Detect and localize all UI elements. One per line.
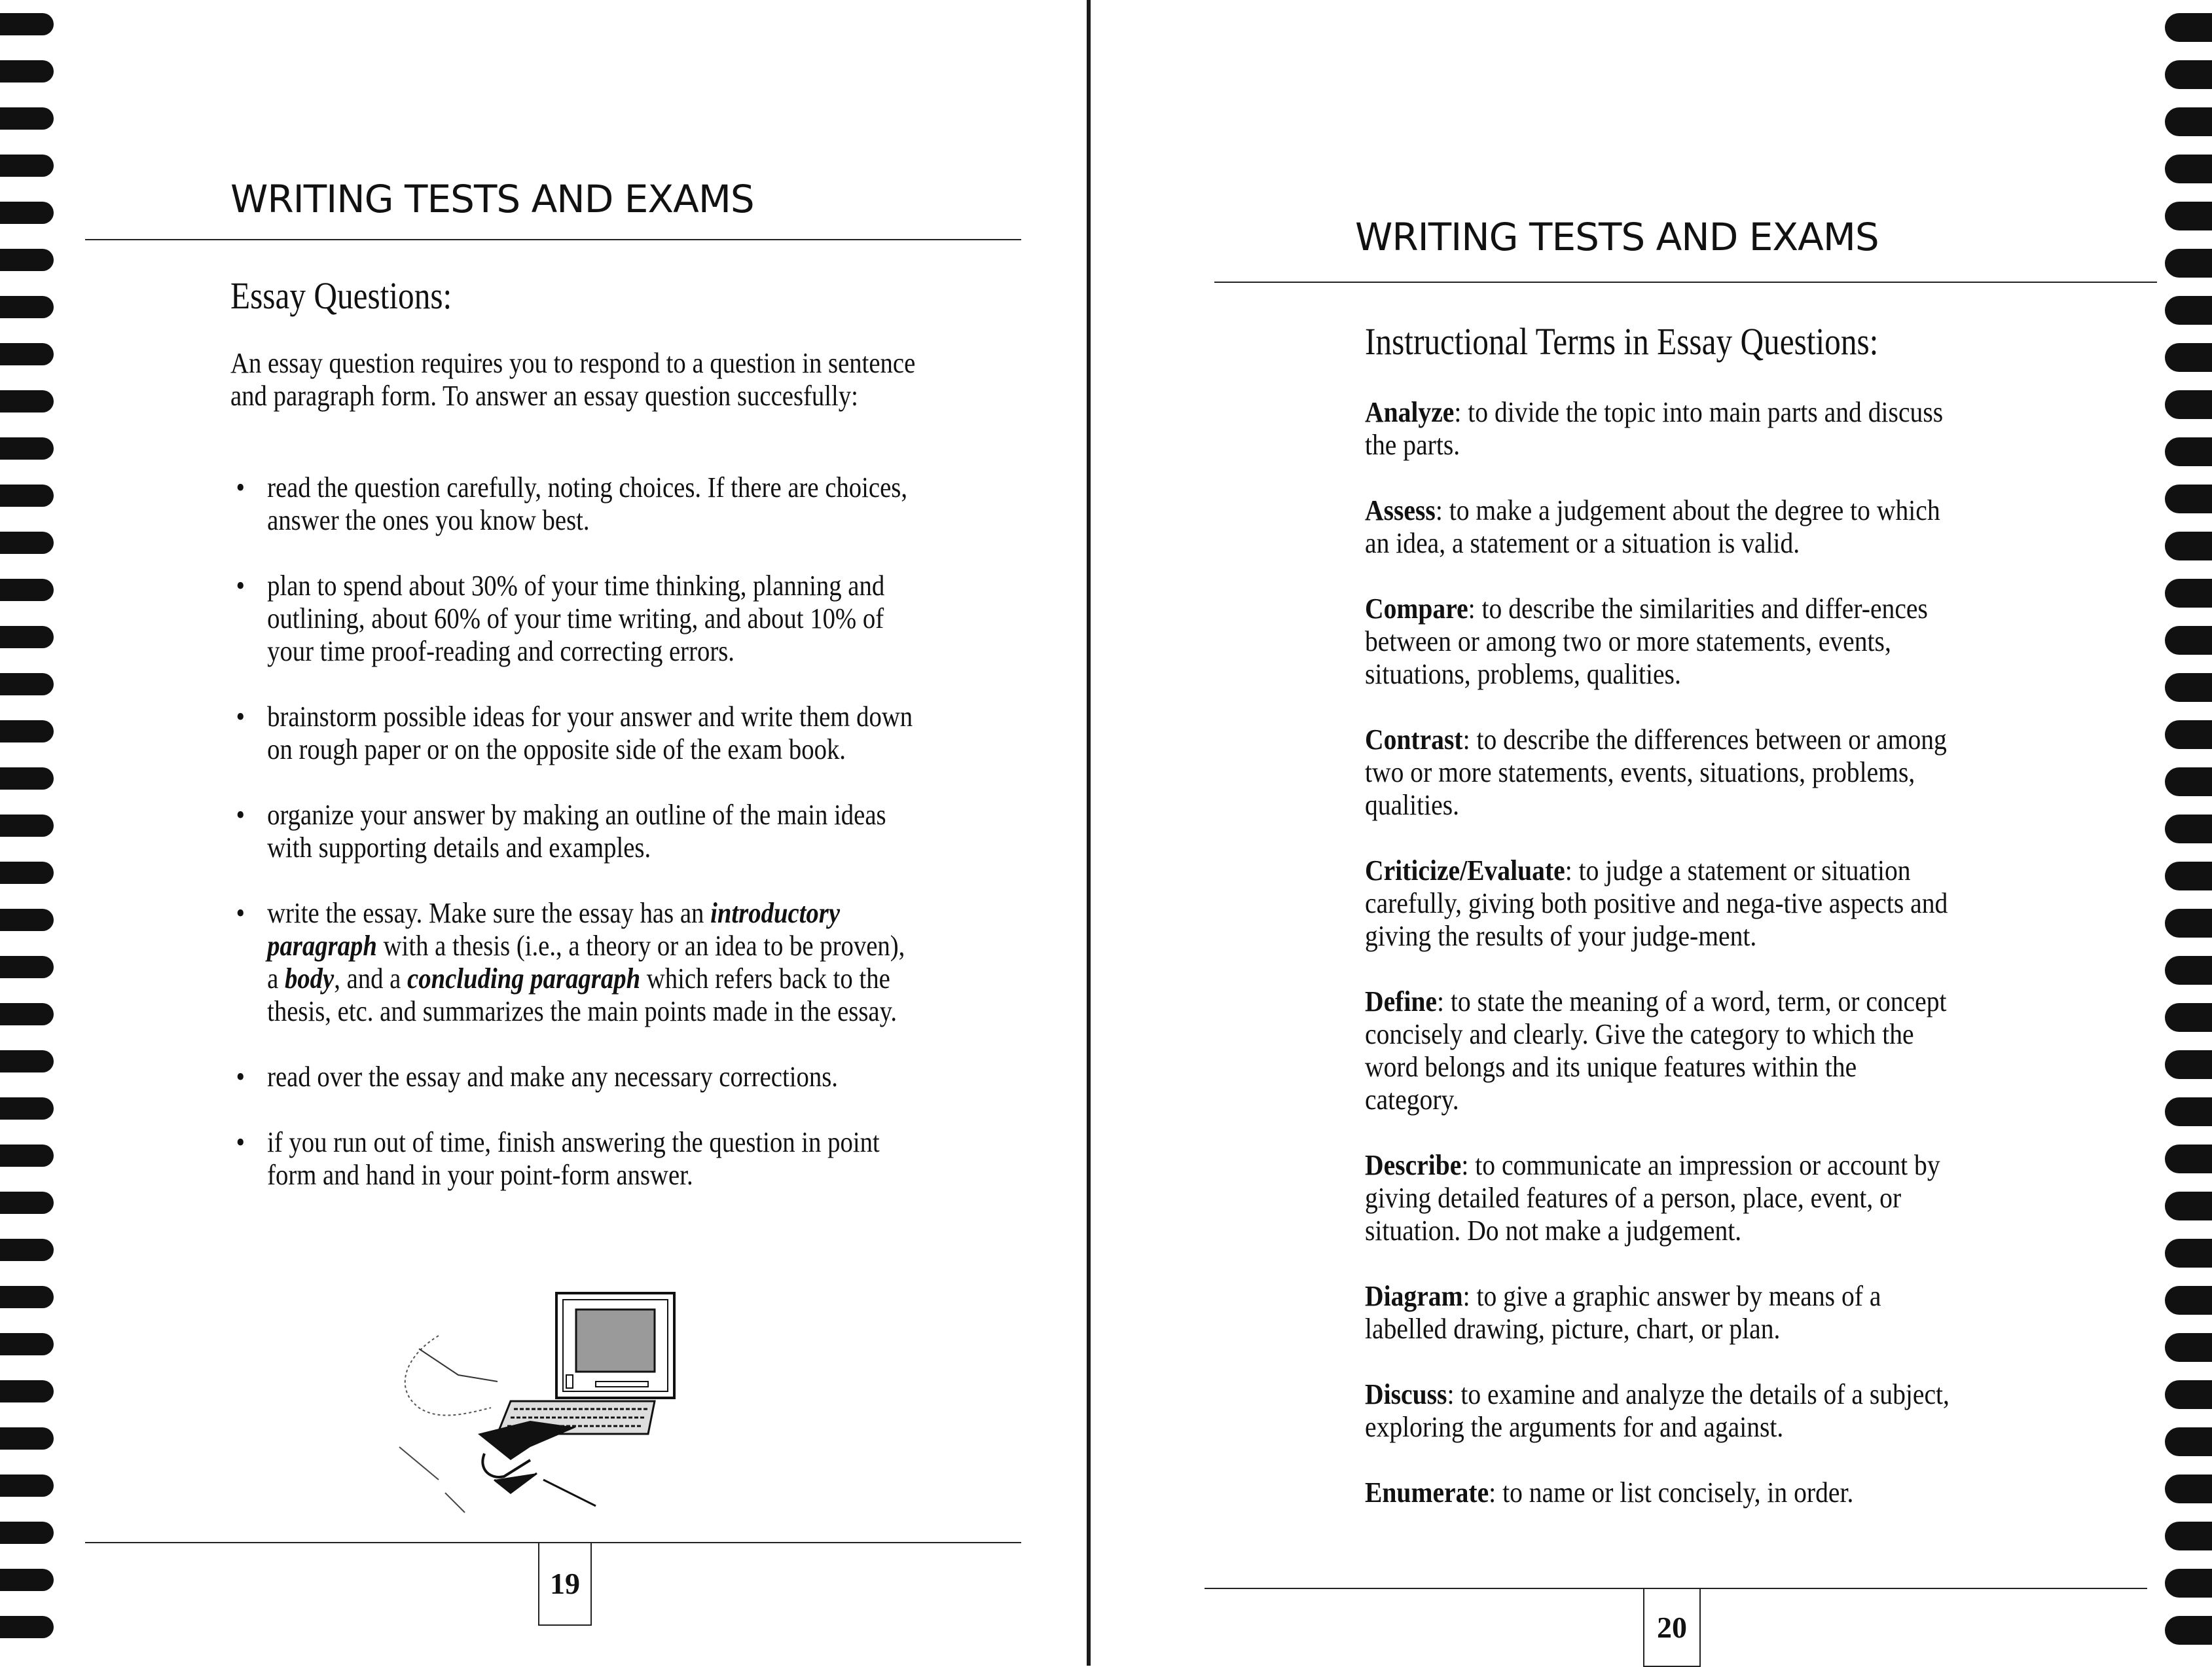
binding-ring-icon [0,1475,54,1497]
binding-ring-icon [2165,720,2212,749]
binding-ring-icon [0,296,54,318]
term-word: Discuss [1365,1378,1447,1410]
section-title: Essay Questions: [230,274,452,317]
list-item-text [267,897,905,1027]
binding-ring-icon [2165,1050,2212,1079]
binding-ring-icon [0,249,54,271]
term-definition: : to name or list concisely, in order. [1489,1476,1854,1509]
binding-ring-icon [2165,1286,2212,1315]
binding-ring-icon [2165,1333,2212,1362]
term-word: Compare [1365,593,1468,625]
binding-ring-icon [0,107,54,130]
emphasis: body [284,962,335,995]
binding-ring-icon [2165,296,2212,325]
term-definition: : to judge a statement or situation carefully, giving both positive and nega-tive aspects and giving the results of your judge-ment. [1365,854,1948,952]
page-header: WRITING TESTS AND EXAMS [1355,215,1879,259]
text-run: which refers back to the thesis, etc. and summarizes the main points made in the essay. [267,962,897,1027]
bullet-icon: • [236,1061,245,1093]
binding-ring-icon [2165,13,2212,42]
text-run: , and a [334,962,408,995]
binding-ring-icon [2165,767,2212,796]
binding-ring-icon [2165,532,2212,560]
term-word: Define [1365,985,1437,1017]
binding-ring-icon [2165,862,2212,890]
spiral-binding-icon [0,0,72,1666]
term-entry [1365,1378,1954,1444]
binding-ring-icon [2165,579,2212,608]
term-definition: : to divide the topic into main parts and discuss the parts. [1365,396,1944,461]
binding-ring-icon [2165,202,2212,230]
list-item-text: organize your answer by making an outline of the main ideas with supporting details and examples. [267,799,886,864]
binding-ring-icon [2165,1003,2212,1032]
binding-ring-icon [0,862,54,884]
binding-ring-icon [0,1097,54,1120]
list-item [229,897,920,1028]
page-number: 20 [1643,1589,1701,1667]
list-item [229,570,920,668]
binding-ring-icon [0,485,54,507]
bullet-icon: • [236,570,245,602]
binding-ring-icon [2165,1427,2212,1456]
tips-list [229,471,920,1224]
term-entry [1365,396,1954,462]
text-run: with a thesis (i.e., a theory or an idea to be proven), a [267,930,905,995]
binding-ring-icon [0,343,54,365]
term-definition: : to describe the similarities and differ-ences between or among two or more statements, events, situations, problems, qualities. [1365,593,1928,690]
list-item-text: brainstorm possible ideas for your answer and write them down on rough paper or on the opposite side of the exam book. [267,701,913,765]
term-definition: : to make a judgement about the degree to which an idea, a statement or a situation is valid. [1365,494,1940,559]
binding-ring-icon [2165,107,2212,136]
page-number: 19 [538,1543,592,1626]
binding-ring-icon [0,202,54,224]
left-page [0,0,1087,1666]
list-item-text: if you run out of time, finish answering the question in point form and hand in your point-form answer. [267,1126,880,1191]
intro-paragraph: An essay question requires you to respond to a question in sentence and paragraph form. To answer an essay question succesfully: [230,347,916,412]
term-definition: : to examine and analyze the details of a subject, exploring the arguments for and against. [1365,1378,1949,1443]
section-title: Instructional Terms in Essay Questions: [1365,320,1879,363]
term-definition: : to state the meaning of a word, term, or concept concisely and clearly. Give the category to which the word belongs and its unique features within the category. [1365,985,1947,1116]
binding-ring-icon [2165,1522,2212,1550]
list-item [229,1061,920,1093]
binding-ring-icon [0,673,54,695]
binding-ring-icon [2165,1616,2212,1645]
binding-ring-icon [2165,437,2212,466]
binding-ring-icon [0,720,54,742]
term-definition: : to describe the differences between or among two or more statements, events, situations, problems, qualities. [1365,724,1947,821]
binding-ring-icon [0,1050,54,1072]
binding-ring-icon [0,390,54,412]
binding-ring-icon [2165,815,2212,843]
term-word: Describe [1365,1149,1462,1181]
list-item [229,701,920,766]
binding-ring-icon [2165,390,2212,419]
list-item [229,1126,920,1192]
header-rule [85,239,1021,240]
term-definition: : to communicate an impression or account by giving detailed features of a person, place, event, or situation. Do not make a judgement. [1365,1149,1940,1247]
emphasis: introductory paragraph [267,897,841,962]
binding-ring-icon [0,1380,54,1402]
bullet-icon: • [236,799,245,831]
hand-typing-on-computer-icon [380,1283,681,1539]
binding-ring-icon [2165,1145,2212,1173]
binding-ring-icon [2165,155,2212,183]
binding-ring-icon [2165,1569,2212,1598]
bullet-icon: • [236,1126,245,1158]
binding-ring-icon [0,1616,54,1638]
binding-ring-icon [2165,249,2212,278]
bullet-icon: • [236,897,245,929]
term-entry [1365,1476,1954,1509]
binding-ring-icon [0,1522,54,1544]
header-rule [1214,282,2157,283]
binding-ring-icon [0,1286,54,1308]
term-word: Assess [1365,494,1436,526]
bullet-icon: • [236,701,245,733]
binding-ring-icon [2165,60,2212,89]
emphasis: concluding paragraph [407,962,641,995]
term-word: Enumerate [1365,1476,1489,1509]
term-entry [1365,494,1954,560]
term-definition: : to give a graphic answer by means of a labelled drawing, picture, chart, or plan. [1365,1280,1881,1345]
list-item-text: read over the essay and make any necessary corrections. [267,1061,838,1093]
binding-ring-icon [0,956,54,978]
term-word: Analyze [1365,396,1455,428]
term-word: Criticize/Evaluate [1365,854,1565,887]
binding-ring-icon [0,1003,54,1025]
binding-ring-icon [0,1569,54,1591]
binding-ring-icon [0,155,54,177]
binding-ring-icon [2165,485,2212,513]
term-entry [1365,1149,1954,1247]
binding-ring-icon [0,532,54,554]
binding-ring-icon [0,909,54,931]
term-word: Contrast [1365,724,1463,756]
binding-ring-icon [0,1239,54,1261]
binding-ring-icon [0,437,54,460]
list-item-text: plan to spend about 30% of your time thinking, planning and outlining, about 60% of your time writing, and about 10% of your time proof-reading and correcting errors. [267,570,885,667]
binding-ring-icon [0,815,54,837]
binding-ring-icon [2165,626,2212,655]
page-header: WRITING TESTS AND EXAMS [230,177,754,221]
term-entry [1365,593,1954,691]
term-word: Diagram [1365,1280,1463,1312]
binding-ring-icon [2165,1475,2212,1503]
binding-ring-icon [0,1145,54,1167]
binding-ring-icon [0,1427,54,1450]
spiral-binding-icon [2160,0,2212,1666]
binding-ring-icon [0,1333,54,1355]
binding-ring-icon [2165,909,2212,938]
binding-ring-icon [2165,1097,2212,1126]
list-item [229,471,920,537]
page-gutter [1087,0,1091,1666]
binding-ring-icon [0,60,54,82]
binding-ring-icon [2165,1239,2212,1268]
binding-ring-icon [2165,1380,2212,1409]
term-entry [1365,724,1954,822]
term-entry [1365,985,1954,1116]
text-run: write the essay. Make sure the essay has an [267,897,711,929]
binding-ring-icon [0,1192,54,1214]
binding-ring-icon [2165,343,2212,372]
terms-list [1365,396,1954,1542]
binding-ring-icon [0,579,54,601]
bullet-icon: • [236,471,245,504]
binding-ring-icon [2165,673,2212,702]
term-entry [1365,854,1954,953]
term-entry [1365,1280,1954,1346]
binding-ring-icon [2165,956,2212,985]
binding-ring-icon [2165,1192,2212,1220]
list-item [229,799,920,864]
list-item-text: read the question carefully, noting choices. If there are choices, answer the ones you know best. [267,471,908,536]
binding-ring-icon [0,626,54,648]
binding-ring-icon [0,767,54,790]
binding-ring-icon [0,13,54,35]
